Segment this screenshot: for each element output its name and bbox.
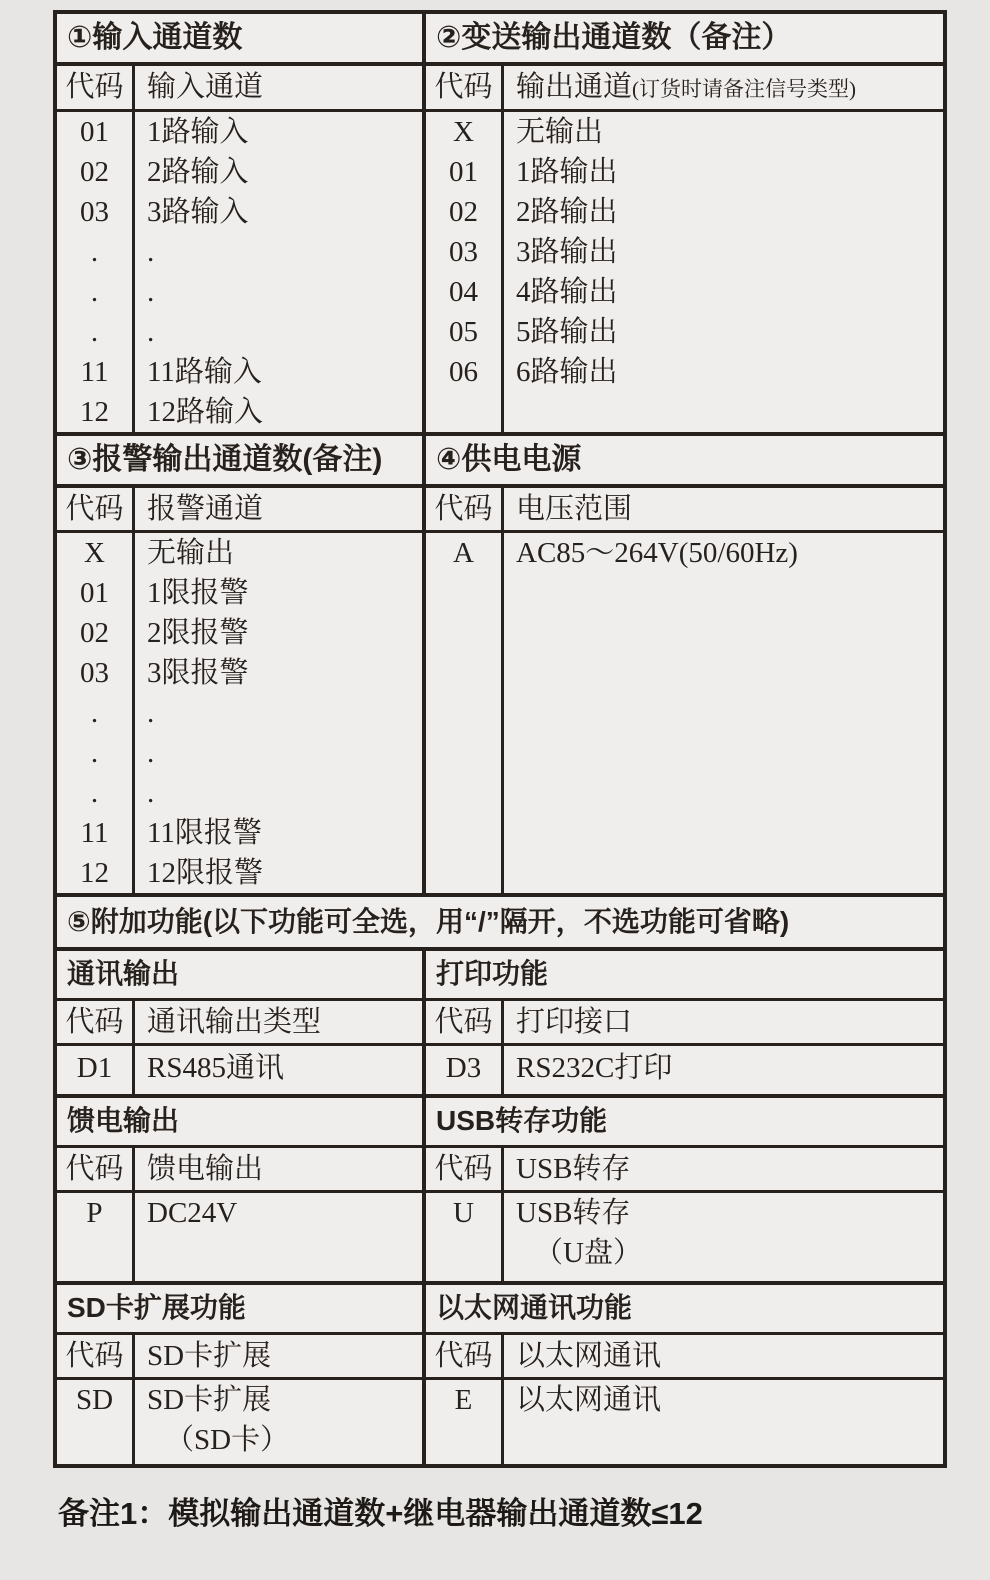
section-sd-card: [57, 1285, 426, 1464]
subsection-comm-print: [57, 951, 943, 1094]
code-column: [57, 1046, 135, 1094]
column-header-row: [57, 1335, 422, 1380]
section-title-additional-functions: ⑤附加功能(以下功能可全选，用“/”隔开，不选功能可省略): [57, 893, 943, 951]
column-header-label: [504, 66, 943, 109]
section-comm-output: [57, 951, 426, 1094]
label-cell: 12限报警: [147, 857, 264, 889]
column-header-row: [57, 488, 422, 533]
column-header-label: 以太网通讯: [516, 1340, 662, 1372]
label-column: [504, 1046, 943, 1094]
column-header-code: 代码: [57, 488, 135, 530]
code-cell: 05: [449, 316, 478, 348]
code-cell: .: [90, 737, 99, 769]
label-cell: 11路输入: [147, 356, 262, 388]
code-cell: 02: [80, 156, 109, 188]
column-header-label: USB转存: [516, 1153, 631, 1185]
column-header-label: 馈电输出: [147, 1153, 264, 1185]
column-header-row: [426, 1148, 943, 1193]
code-cell: E: [454, 1384, 473, 1416]
section-title-comm-output: 通讯输出: [57, 951, 422, 1001]
code-column: [57, 1380, 135, 1464]
label-cell: .: [147, 316, 155, 348]
subsection-feed-usb: [57, 1094, 943, 1281]
label-cell: USB转存: [516, 1197, 631, 1229]
code-cell: 03: [449, 236, 478, 268]
label-cell: AC85～264V(50/60Hz): [516, 537, 798, 569]
label-column: [135, 1046, 422, 1094]
table-body: [426, 112, 943, 432]
code-cell: 02: [80, 617, 109, 649]
section-title-sd-card: SD卡扩展功能: [57, 1285, 422, 1335]
label-cell: .: [147, 697, 155, 729]
column-header-code: 代码: [57, 66, 135, 109]
label-cell: 1路输出: [516, 156, 618, 188]
column-header-text: 输出通道: [516, 71, 633, 103]
label-cell: 3路输出: [516, 236, 618, 268]
section-alarm-outputs: [57, 436, 426, 893]
label-cell-line2: （U盘）: [534, 1237, 642, 1269]
code-cell: D1: [76, 1052, 113, 1084]
column-header-code: 代码: [426, 66, 504, 109]
code-column: [426, 1380, 504, 1464]
section-title-feed-output: 馈电输出: [57, 1098, 422, 1148]
section-title-input-channels: ①输入通道数: [57, 14, 422, 66]
code-column: [57, 533, 135, 893]
code-cell: 01: [80, 116, 109, 148]
label-column: [504, 112, 943, 432]
code-column: [57, 1193, 135, 1281]
code-cell: SD: [75, 1384, 114, 1416]
label-cell: 2路输入: [147, 156, 249, 188]
section-1: [57, 14, 943, 432]
column-header-label: 打印接口: [516, 1006, 633, 1038]
label-column: [135, 1380, 422, 1464]
label-cell: 无输出: [516, 116, 604, 148]
label-column: [504, 1380, 943, 1464]
label-cell: .: [147, 276, 155, 308]
code-cell: 03: [80, 657, 109, 689]
code-cell: 01: [80, 577, 109, 609]
column-header-code: 代码: [426, 1148, 504, 1190]
section-title-ethernet: 以太网通讯功能: [426, 1285, 943, 1335]
column-header-label: 电压范围: [516, 493, 633, 525]
label-column: [504, 533, 943, 893]
footnote-remark: 备注1：模拟输出通道数+继电器输出通道数≤12: [58, 1496, 703, 1531]
label-cell: 2限报警: [147, 617, 249, 649]
table-body: [426, 533, 943, 893]
code-cell: D3: [445, 1052, 482, 1084]
label-cell: 以太网通讯: [516, 1384, 662, 1416]
label-column: [135, 533, 422, 893]
code-cell: .: [90, 316, 99, 348]
table-body: [426, 1193, 943, 1281]
label-cell: 5路输出: [516, 316, 618, 348]
section-input-channels: [57, 14, 426, 432]
code-cell: X: [453, 116, 474, 148]
column-header-code: 代码: [426, 1001, 504, 1043]
column-header-row: [426, 488, 943, 533]
ordering-code-table: [53, 10, 947, 1468]
code-cell: U: [453, 1197, 474, 1229]
code-cell: X: [84, 537, 105, 569]
code-cell: 06: [449, 356, 478, 388]
label-cell: RS232C打印: [516, 1052, 673, 1084]
column-header-note: (订货时请备注信号类型): [632, 77, 857, 101]
label-cell: .: [147, 236, 155, 268]
table-body: [57, 533, 422, 893]
table-body: [57, 1380, 422, 1464]
code-cell: 02: [449, 196, 478, 228]
code-cell: .: [90, 236, 99, 268]
table-body: [57, 112, 422, 432]
column-header-row: [57, 1148, 422, 1193]
label-column: [135, 1193, 422, 1281]
column-header-label: 输入通道: [147, 71, 264, 103]
code-cell: 12: [80, 396, 109, 428]
column-header-label: 通讯输出类型: [147, 1006, 322, 1038]
label-cell: SD卡扩展: [147, 1384, 272, 1416]
column-header-code: 代码: [426, 1335, 504, 1377]
table-body: [57, 1193, 422, 1281]
column-header-label: 报警通道: [147, 493, 264, 525]
section-feed-output: [57, 1098, 426, 1281]
subsection-sd-ethernet: [57, 1281, 943, 1464]
label-cell-line2: （SD卡）: [165, 1424, 290, 1456]
column-header-row: [57, 1001, 422, 1046]
section-title-transmitter-outputs: ②变送输出通道数（备注）: [426, 14, 943, 66]
code-cell: .: [90, 276, 99, 308]
label-cell: .: [147, 737, 155, 769]
label-cell: 1限报警: [147, 577, 249, 609]
code-cell: 04: [449, 276, 478, 308]
code-column: [426, 1046, 504, 1094]
code-column: [426, 533, 504, 893]
section-2: [57, 432, 943, 893]
label-column: [135, 112, 422, 432]
section-title-print-function: 打印功能: [426, 951, 943, 1001]
label-cell: 6路输出: [516, 356, 618, 388]
code-column: [426, 112, 504, 432]
code-cell: 03: [80, 196, 109, 228]
label-cell: RS485通讯: [147, 1052, 284, 1084]
code-cell: A: [453, 537, 474, 569]
label-cell: 12路输入: [147, 396, 264, 428]
section-ethernet: [426, 1285, 943, 1464]
label-cell: DC24V: [147, 1197, 238, 1229]
label-cell: 3限报警: [147, 657, 249, 689]
code-cell: 11: [80, 356, 109, 388]
column-header-label: SD卡扩展: [147, 1340, 272, 1372]
table-body: [426, 1380, 943, 1464]
section-title-power-supply: ④供电电源: [426, 436, 943, 488]
table-body: [426, 1046, 943, 1094]
table-body: [57, 1046, 422, 1094]
label-column: [504, 1193, 943, 1281]
column-header-row: [426, 1335, 943, 1380]
code-cell: 01: [449, 156, 478, 188]
code-column: [426, 1193, 504, 1281]
column-header-row: [426, 1001, 943, 1046]
label-cell: 4路输出: [516, 276, 618, 308]
code-cell: 11: [80, 817, 109, 849]
code-cell: 12: [80, 857, 109, 889]
section-print-function: [426, 951, 943, 1094]
label-cell: 2路输出: [516, 196, 618, 228]
label-cell: 11限报警: [147, 817, 262, 849]
code-cell: .: [90, 777, 99, 809]
section-title-alarm-outputs: ③报警输出通道数(备注): [57, 436, 422, 488]
section-power-supply: [426, 436, 943, 893]
column-header-row: [426, 66, 943, 112]
label-cell: 3路输入: [147, 196, 249, 228]
section-usb-transfer: [426, 1098, 943, 1281]
code-cell: P: [86, 1197, 103, 1229]
section-transmitter-outputs: [426, 14, 943, 432]
label-cell: 1路输入: [147, 116, 249, 148]
label-cell: 无输出: [147, 537, 235, 569]
code-column: [57, 112, 135, 432]
label-cell: .: [147, 777, 155, 809]
section-title-usb-transfer: USB转存功能: [426, 1098, 943, 1148]
column-header-code: 代码: [57, 1001, 135, 1043]
column-header-code: 代码: [57, 1335, 135, 1377]
column-header-row: [57, 66, 422, 112]
column-header-code: 代码: [57, 1148, 135, 1190]
code-cell: .: [90, 697, 99, 729]
column-header-code: 代码: [426, 488, 504, 530]
